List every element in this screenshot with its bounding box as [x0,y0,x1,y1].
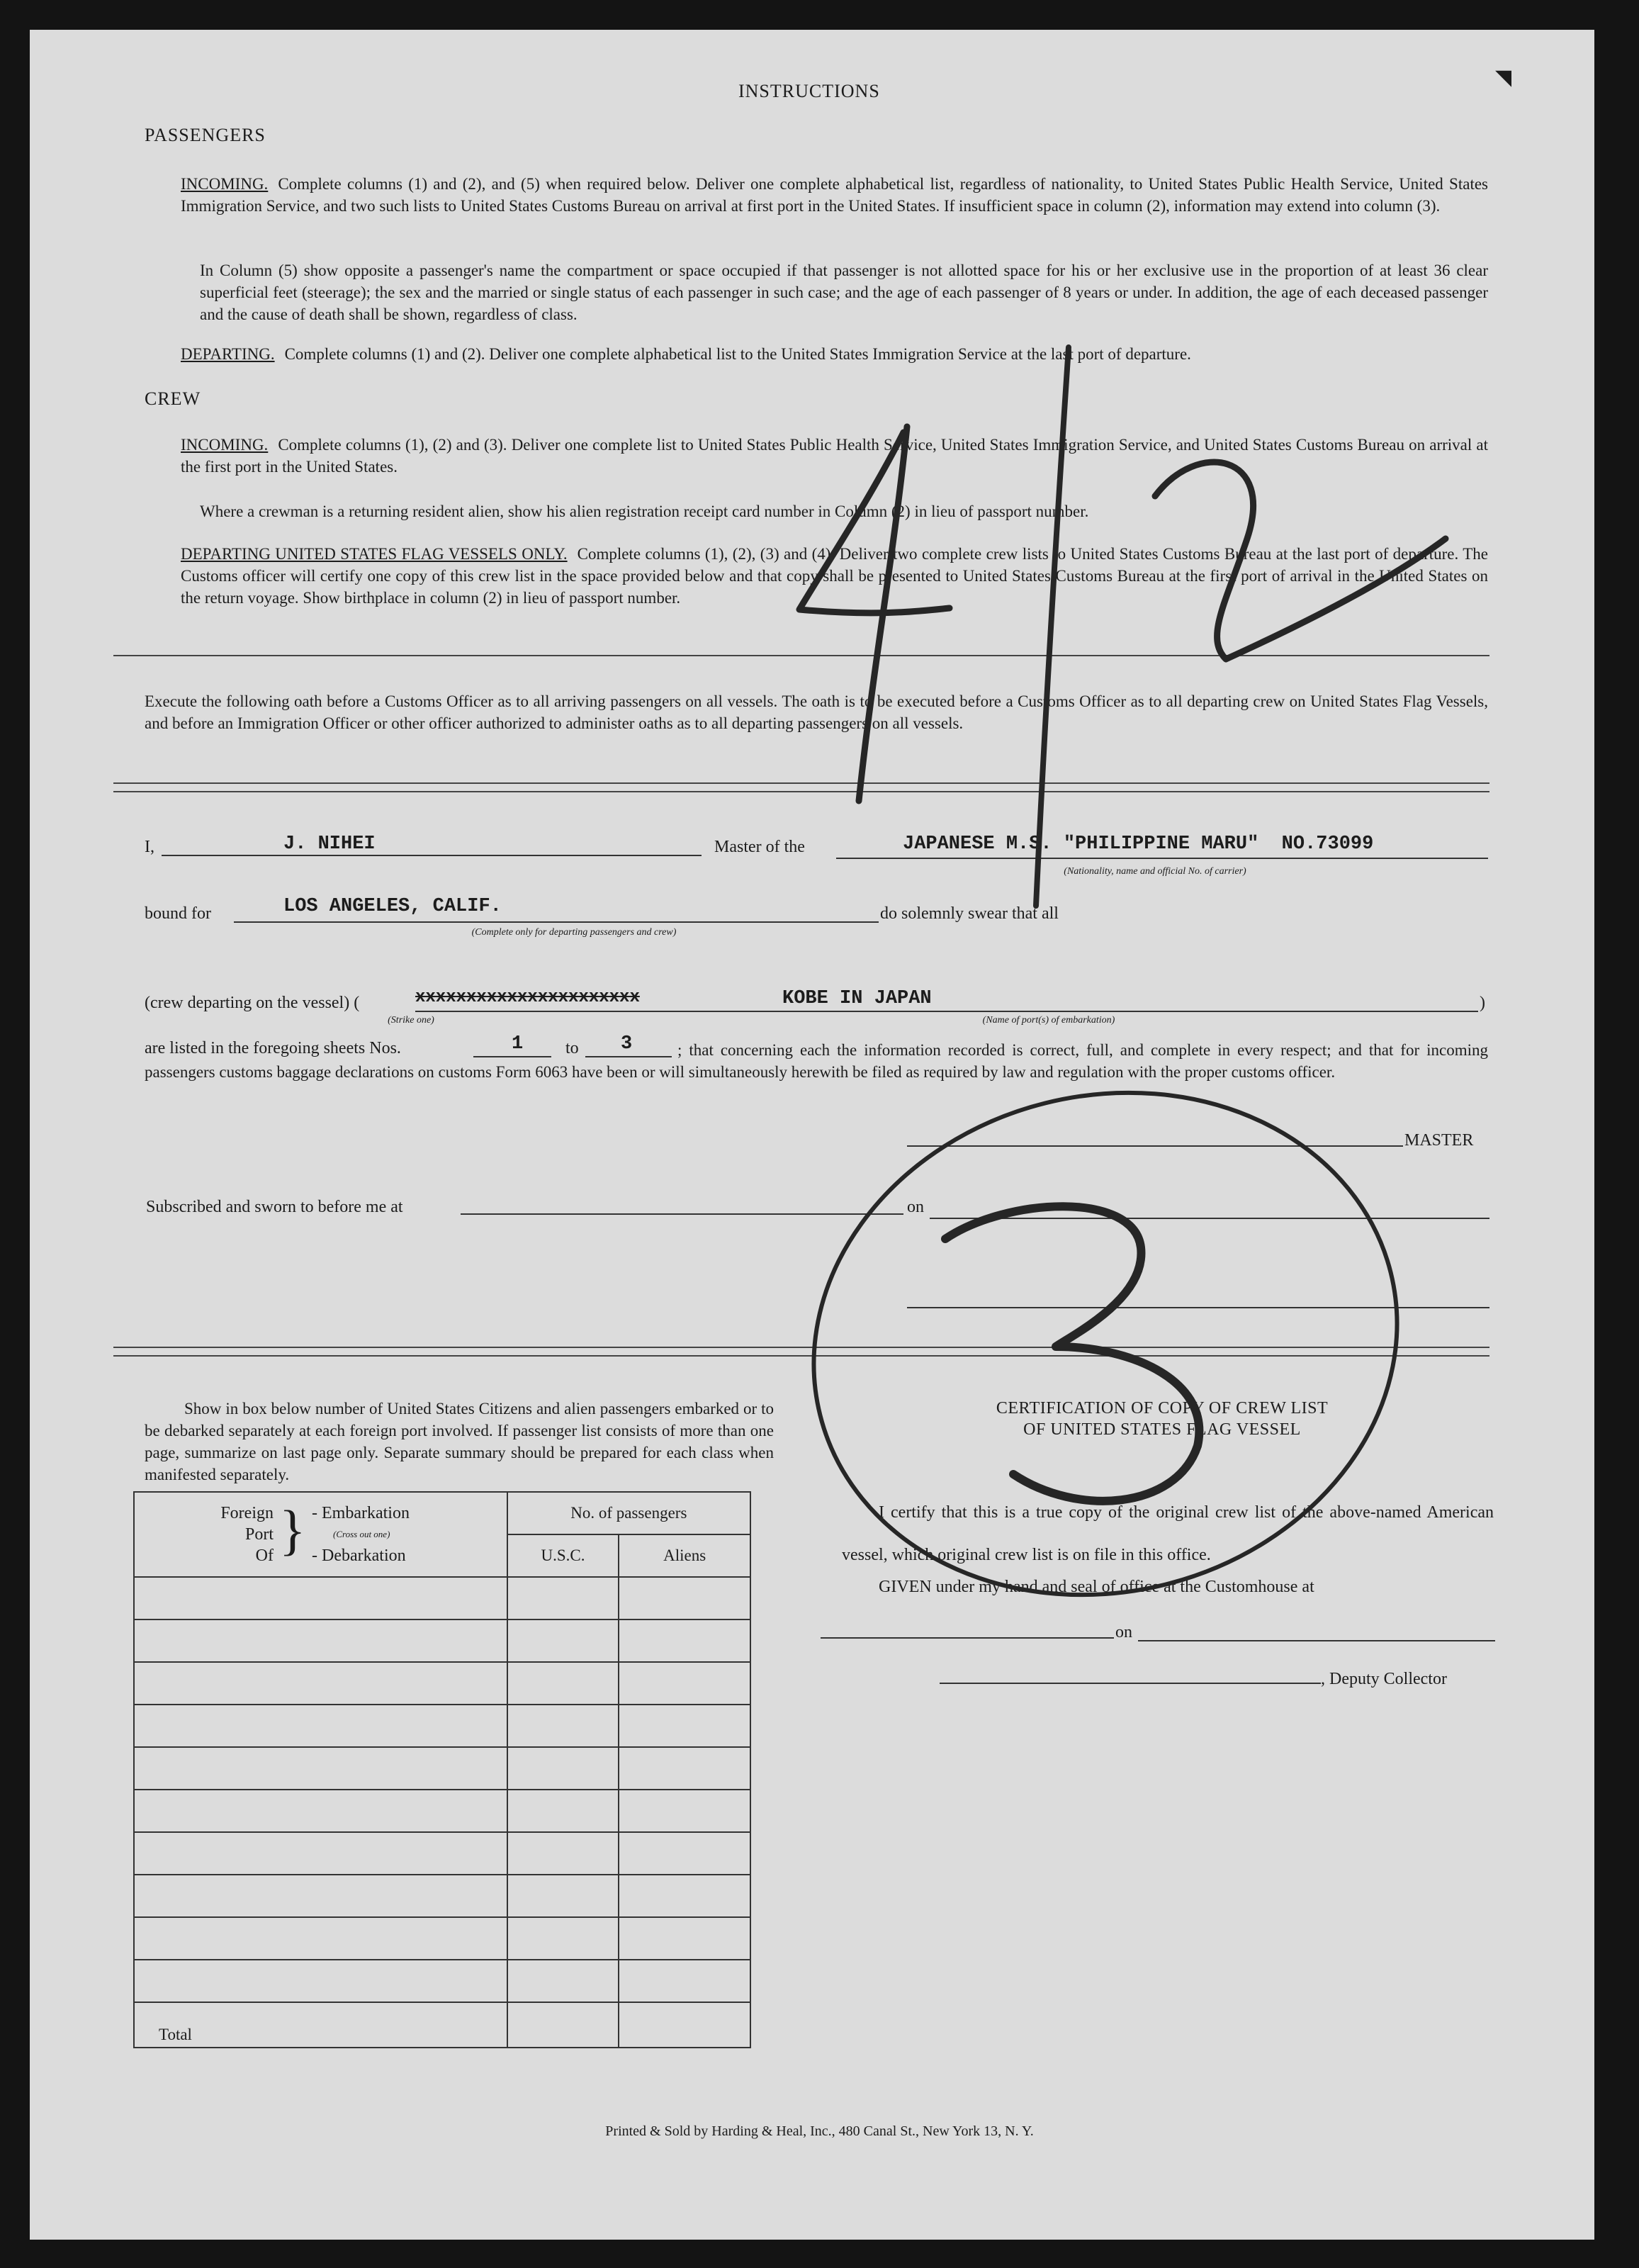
port-header-cell [134,1492,507,1577]
close-paren: ) [1480,994,1485,1012]
table-row [134,1960,750,2002]
vessel-name: JAPANESE M.S. "PHILIPPINE MARU" NO.73099 [903,833,1374,855]
certification-heading-line2: OF UNITED STATES FLAG VESSEL [1023,1420,1301,1439]
table-row [134,1705,750,1747]
table-row [134,1577,750,1619]
master-signature-line [907,1145,1403,1147]
deputy-signature-line [940,1683,1321,1684]
port-of-embarkation: KOBE IN JAPAN [782,988,932,1009]
crew-departing-label: DEPARTING UNITED STATES FLAG VESSELS ONLY. [181,545,568,563]
certification-heading [843,1398,1481,1440]
crew-departing [181,543,1488,609]
subscribed-date-line [930,1218,1489,1219]
deputy-collector-label: , Deputy Collector [1321,1670,1447,1688]
of-label: Of [255,1546,274,1565]
sheets-label: are listed in the foregoing sheets Nos. [145,1039,401,1057]
table-header-row [134,1492,750,1534]
destination-line [234,921,879,923]
oath-i-label: I, [145,838,154,856]
passengers-heading: PASSENGERS [145,125,266,145]
master-label: MASTER [1404,1131,1474,1150]
certification-date-line [1138,1640,1495,1641]
crew-incoming [181,434,1488,478]
foreign-port-of [203,1503,274,1566]
embarkation-label: - Embarkation [312,1504,410,1522]
bound-for-label: bound for [145,904,211,923]
embarkation-options [312,1503,410,1566]
total-label: Total [134,2002,507,2048]
passengers-departing [181,343,1488,365]
debarkation-label: - Debarkation [312,1546,406,1565]
divider [113,791,1489,792]
divider [113,655,1489,656]
crew-departing-label: (crew departing on the vessel) ( [145,994,360,1012]
table-row [134,1917,750,1960]
swear-label: do solemnly swear that all [880,904,1059,923]
passenger-summary-table [133,1491,751,2048]
sheet-to: 3 [621,1033,633,1055]
destination: LOS ANGELES, CALIF. [283,896,502,917]
no-passengers-header: No. of passengers [507,1492,750,1534]
summary-instructions: Show in box below number of United States Citizens and alien passengers embarked or to be debarked separately at each foreign port involved. If passenger list consists of more than one page, summarize on last page only. Separate summary should be prepared for each class when manifested separately. [145,1400,774,1483]
usc-header: U.S.C. [507,1534,619,1577]
table-row [134,1790,750,1832]
divider [113,1347,1489,1348]
oath-correct-text: ; that concerning each the information recorded is correct, full, and complete in every respect; and that for incoming passengers customs baggage declarations on customs Form 6063 have been or will simultaneously herewith be filed as required by law and regulation with the proper customs officer. [145,1041,1488,1081]
foreign-label: Foreign [220,1504,274,1522]
to-label: to [565,1039,579,1057]
passengers-incoming-text: Complete columns (1) and (2), and (5) when required below. Deliver one complete alphabetical list, regardless of nationality, to United States Public Health Service, United States Immigration Service, and two such lists to United States Customs Bureau on arrival at first port in the United States. If insufficient space in column (2), information may extend into column (3). [181,175,1488,215]
port-label: Port [244,1525,274,1544]
crew-resident-text: Where a crewman is a returning resident alien, show his alien registration receipt card number in Column (2) in lieu of passport number. [200,503,1089,520]
master-name: J. NIHEI [283,833,376,855]
subscribed-label: Subscribed and sworn to before me at [146,1198,403,1216]
master-of-label: Master of the [714,838,805,856]
certification-text: I certify that this is a true copy of the original crew list of the above-named American vessel, which original crew list is on file in this office. [842,1503,1494,1564]
struck-out-text: xxxxxxxxxxxxxxxxxxxxxx [415,988,640,1007]
passengers-departing-text: Complete columns (1) and (2). Deliver one complete alphabetical list to the United States Immigration Service at the last port of departure. [284,345,1191,363]
page-title: INSTRUCTIONS [738,81,880,101]
strike-caption: (Strike one) [388,1015,434,1026]
divider [113,782,1489,784]
oath-intro: Execute the following oath before a Customs Officer as to all arriving passengers on all vessels. The oath is to be executed before a Customs Officer as to all departing crew on United States Flag Vessels, and before an Immigration Officer or other officer authorized to administer oaths as to all departing passengers on all vessels. [145,692,1488,732]
corner-mark: ◥ [1495,66,1512,89]
certification-heading-line1: CERTIFICATION OF COPY OF CREW LIST [996,1399,1329,1418]
port-caption: (Name of port(s) of embarkation) [982,1015,1115,1026]
passengers-column5-text: In Column (5) show opposite a passenger's name the compartment or space occupied if that passenger is not allotted space for his or her exclusive use in the proportion of at least 36 clear superficial feet (steerage); the sex and the married or single status of each passenger in such case; and the age of each passenger of 8 years or under. In addition, the age of each deceased passenger and the cause of death shall be shown, regardless of class. [200,262,1488,323]
table-row [134,1875,750,1917]
divider [113,1355,1489,1357]
master-name-line [162,855,702,856]
certification-on-label: on [1115,1623,1132,1641]
crew-incoming-text: Complete columns (1), (2) and (3). Deliver one complete list to United States Public Health Service, United States Immigration Service, and United States Customs Bureau on arrival at the first port in the United States. [181,436,1488,476]
port-line [415,1011,1478,1012]
table-row [134,1832,750,1875]
table-total-row [134,2002,750,2048]
given-text: GIVEN under my hand and seal of office at the Customhouse at [879,1578,1314,1596]
passengers-incoming [181,173,1488,217]
table-row [134,1747,750,1790]
sheet-from: 1 [512,1033,524,1055]
crew-departing-text: Complete columns (1), (2), (3) and (4). Deliver two complete crew lists to United States Customs Bureau at the last port of departure. The Customs officer will certify one copy of this crew list in the space provided below and that copy shall be presented to United States Customs Bureau at the first port of arrival in the United States on the return voyage. Show birthplace in column (2) in lieu of passport number. [181,545,1488,607]
vessel-caption: (Nationality, name and official No. of carrier) [1064,866,1246,877]
crew-incoming-label: INCOMING. [181,436,269,454]
cross-out-label: (Cross out one) [333,1529,390,1539]
subscribed-place-line [461,1213,903,1215]
vessel-line [836,858,1488,859]
subscribed-on-label: on [907,1198,924,1216]
destination-caption: (Complete only for departing passengers and crew) [471,927,677,938]
table-row [134,1662,750,1705]
passengers-departing-label: DEPARTING. [181,345,275,363]
table-row [134,1619,750,1662]
printer-footer: Printed & Sold by Harding & Heal, Inc., 480 Canal St., New York 13, N. Y. [605,2123,1034,2139]
passengers-incoming-label: INCOMING. [181,175,269,193]
aliens-header: Aliens [619,1534,750,1577]
crew-heading: CREW [145,388,201,409]
brace-glyph: } [279,1499,306,1561]
officer-signature-line [907,1307,1489,1308]
customhouse-line [821,1637,1114,1639]
